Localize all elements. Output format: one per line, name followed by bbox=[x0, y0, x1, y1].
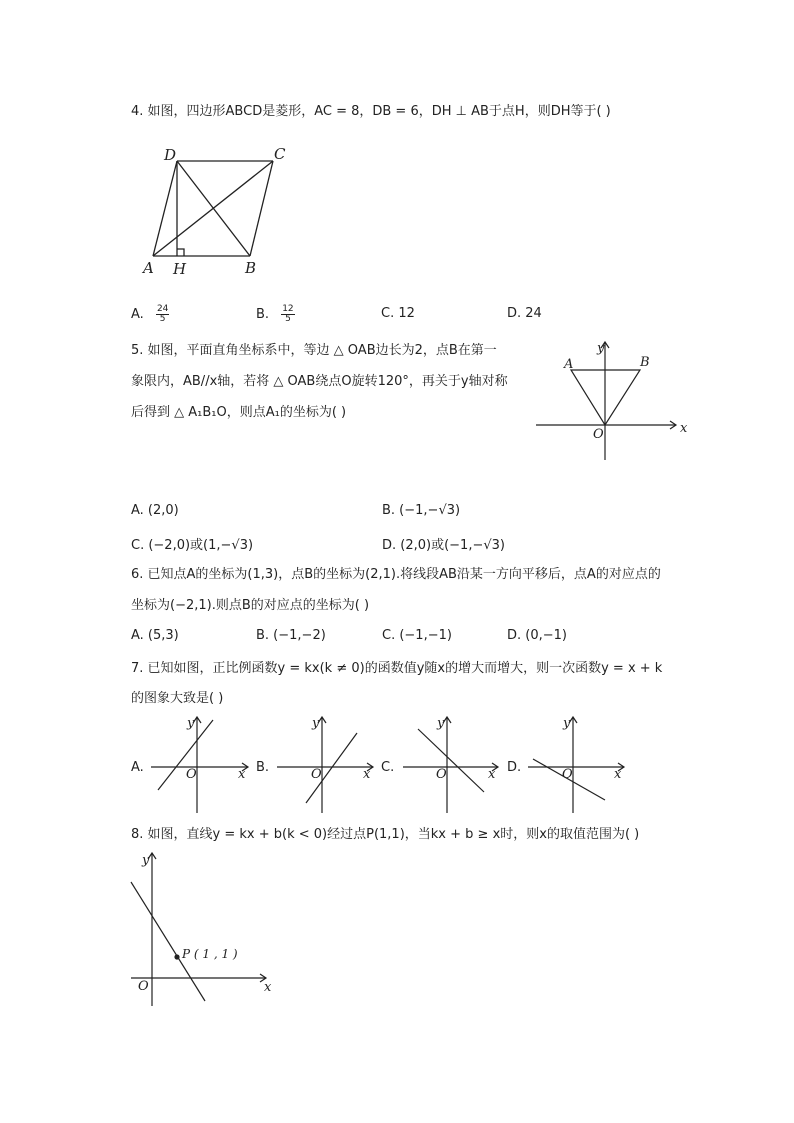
q6-option-a[interactable]: A. (5,3) bbox=[131, 628, 179, 643]
q6-option-b[interactable]: B. (−1,−2) bbox=[256, 628, 326, 643]
graph-c-o-label: O bbox=[436, 767, 447, 782]
point-p bbox=[174, 954, 179, 959]
graph-a-o-label: O bbox=[186, 767, 197, 782]
q8-label-y: y bbox=[142, 853, 150, 868]
q5-option-d[interactable]: D. (2,0)或(−1,−√3) bbox=[382, 538, 505, 553]
graph-c-y-label: y bbox=[437, 716, 445, 731]
q6-stem-line-2: 坐标为(−2,1).则点B的对应点的坐标为( ) bbox=[131, 598, 370, 613]
graph-d-o-label: O bbox=[562, 767, 573, 782]
q5-stem-line-1: 5. 如图，平面直角坐标系中，等边 △ OAB边长为2，点B在第一 bbox=[131, 343, 497, 358]
q5-stem-line-2: 象限内，AB//x轴，若将 △ OAB绕点O旋转120°，再关于y轴对称 bbox=[131, 374, 508, 389]
graph-a-x-label: x bbox=[238, 767, 246, 782]
label-d: D bbox=[164, 146, 177, 164]
q4-stem: 4. 如图，四边形ABCD是菱形，AC = 8，DB = 6，DH ⊥ AB于点H，则DH等于( ) bbox=[131, 104, 611, 119]
graph-b-o-label: O bbox=[311, 767, 322, 782]
q6-option-d[interactable]: D. (0,−1) bbox=[507, 628, 567, 643]
label-a: A bbox=[564, 357, 574, 372]
q8-label-p: P ( 1 , 1 ) bbox=[182, 947, 238, 961]
fraction-24-5: $\frac{24}{5}$ bbox=[156, 304, 169, 324]
q4-option-a[interactable]: A. $\frac{24}{5}$ bbox=[131, 304, 169, 324]
q5-stem-line-3: 后得到 △ A₁B₁O，则点A₁的坐标为( ) bbox=[131, 405, 347, 420]
label-b: B bbox=[640, 355, 650, 370]
label-c: C bbox=[274, 145, 286, 163]
q8-stem: 8. 如图，直线y = kx + b(k < 0)经过点P(1,1)，当kx + b ≥ x时，则x的取值范围为( ) bbox=[131, 827, 640, 842]
graph-b-x-label: x bbox=[363, 767, 371, 782]
label-x: x bbox=[680, 421, 688, 436]
graph-d-y-label: y bbox=[563, 716, 571, 731]
q7-stem-line-2: 的图象大致是( ) bbox=[131, 691, 224, 706]
label-a: A bbox=[143, 259, 154, 277]
q6-stem-line-1: 6. 已知点A的坐标为(1,3)，点B的坐标为(2,1).将线段AB沿某一方向平移后，点A的对应点的 bbox=[131, 567, 661, 582]
q5-option-c[interactable]: C. (−2,0)或(1,−√3) bbox=[131, 538, 254, 553]
label-y: y bbox=[597, 341, 605, 356]
q4-option-b[interactable]: B. $\frac{12}{5}$ bbox=[256, 304, 294, 324]
q7-option-c-label[interactable]: C. bbox=[381, 760, 395, 775]
q7-option-b-label[interactable]: B. bbox=[256, 760, 270, 775]
graph-d-x-label: x bbox=[614, 767, 622, 782]
q8-label-x: x bbox=[264, 980, 272, 995]
fraction-12-5: $\frac{12}{5}$ bbox=[282, 304, 294, 324]
label-b: B bbox=[245, 259, 257, 277]
graph-b-y-label: y bbox=[312, 716, 320, 731]
q4-option-c[interactable]: C. 12 bbox=[381, 306, 415, 321]
q7-option-a-label[interactable]: A. bbox=[131, 760, 144, 775]
graph-a-y-label: y bbox=[187, 716, 195, 731]
q4-option-d[interactable]: D. 24 bbox=[507, 306, 542, 321]
label-h: H bbox=[173, 260, 187, 278]
q5-option-a[interactable]: A. (2,0) bbox=[131, 503, 179, 518]
q6-option-c[interactable]: C. (−1,−1) bbox=[382, 628, 452, 643]
graph-c-x-label: x bbox=[488, 767, 496, 782]
q7-stem-line-1: 7. 已知如图，正比例函数y = kx(k ≠ 0)的函数值y随x的增大而增大，则一次函数y = x + k bbox=[131, 661, 663, 676]
label-o: O bbox=[593, 427, 604, 442]
q7-option-d-label[interactable]: D. bbox=[507, 760, 522, 775]
q8-label-o: O bbox=[138, 979, 149, 994]
q5-option-b[interactable]: B. (−1,−√3) bbox=[382, 503, 461, 518]
